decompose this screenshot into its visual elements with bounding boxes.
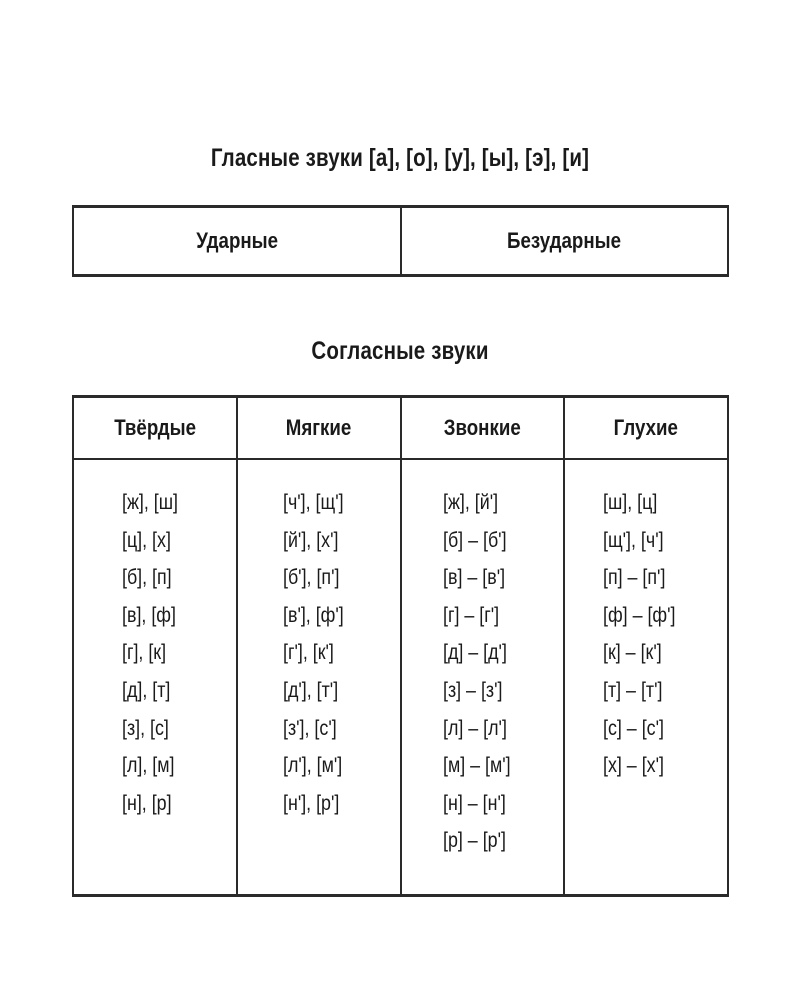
header-stressed <box>73 207 401 276</box>
header-unstressed <box>401 207 729 276</box>
sound-item: [щ'], [ч'] <box>603 528 665 552</box>
sound-item: [г], [к] <box>121 641 167 665</box>
list-voiceless <box>603 484 688 785</box>
sound-item: [м] – [м'] <box>442 754 511 778</box>
sound-item: [б], [п] <box>121 566 172 590</box>
sound-item: [х] – [х'] <box>603 754 665 778</box>
sound-item: [р] – [р'] <box>442 829 506 853</box>
header-voiceless <box>564 397 728 460</box>
sound-item: [п] – [п'] <box>603 566 666 590</box>
sound-item: [з'], [с'] <box>282 716 337 740</box>
header-soft-label: Мягкие <box>285 415 352 440</box>
vowels-title: Гласные звуки [а], [о], [у], [ы], [э], [и] <box>210 144 590 172</box>
header-unstressed-label: Безударные <box>507 228 622 253</box>
sound-item: [в], [ф] <box>121 603 176 627</box>
sound-item: [н] – [н'] <box>442 791 506 815</box>
column-soft <box>237 459 401 896</box>
header-soft <box>237 397 401 460</box>
vowels-header-row <box>73 207 728 276</box>
sound-item: [ж], [й'] <box>442 491 498 514</box>
header-hard-label: Твёрдые <box>113 415 196 440</box>
sound-item: [к] – [к'] <box>603 641 663 665</box>
sound-item: [ц], [х] <box>121 528 171 552</box>
sound-item: [н], [р] <box>121 791 172 815</box>
list-hard <box>122 484 188 822</box>
sound-item: [ж], [ш] <box>121 491 178 514</box>
sound-item: [л] – [л'] <box>442 716 507 740</box>
sound-item: [л], [м] <box>121 754 175 778</box>
consonants-body-row <box>73 459 728 896</box>
sound-item: [ф] – [ф'] <box>603 603 676 627</box>
sound-item: [б'], [п'] <box>282 566 340 590</box>
sound-item: [с] – [с'] <box>603 716 665 740</box>
header-voiceless-label: Глухие <box>614 415 679 440</box>
sound-item: [г] – [г'] <box>442 603 499 627</box>
sound-item: [л'], [м'] <box>282 754 343 778</box>
header-hard <box>73 397 237 460</box>
header-voiced-label: Звонкие <box>443 415 521 440</box>
consonants-header-row <box>73 397 728 460</box>
sound-item: [ш], [ц] <box>603 491 658 514</box>
sound-item: [в] – [в'] <box>442 566 505 590</box>
column-voiceless <box>564 459 728 896</box>
sound-item: [д'], [т'] <box>282 678 339 702</box>
sound-item: [д] – [д'] <box>442 641 507 665</box>
sound-item: [й'], [х'] <box>282 528 339 552</box>
column-voiced <box>401 459 565 896</box>
column-hard <box>73 459 237 896</box>
header-stressed-label: Ударные <box>195 228 278 253</box>
sound-item: [ч'], [щ'] <box>282 491 344 514</box>
list-soft <box>283 484 354 822</box>
consonants-table <box>72 395 729 897</box>
sound-item: [з] – [з'] <box>442 678 503 702</box>
header-voiced <box>401 397 565 460</box>
sound-item: [г'], [к'] <box>282 641 334 665</box>
vowels-table <box>72 205 729 277</box>
sound-item: [д], [т] <box>121 678 171 702</box>
consonants-title: Согласные звуки <box>311 337 489 365</box>
sound-item: [з], [с] <box>121 716 169 740</box>
sound-item: [в'], [ф'] <box>282 603 344 627</box>
sound-item: [б] – [б'] <box>442 528 507 552</box>
sound-item: [н'], [р'] <box>282 791 340 815</box>
list-voiced <box>443 484 523 860</box>
sound-item: [т] – [т'] <box>603 678 663 702</box>
